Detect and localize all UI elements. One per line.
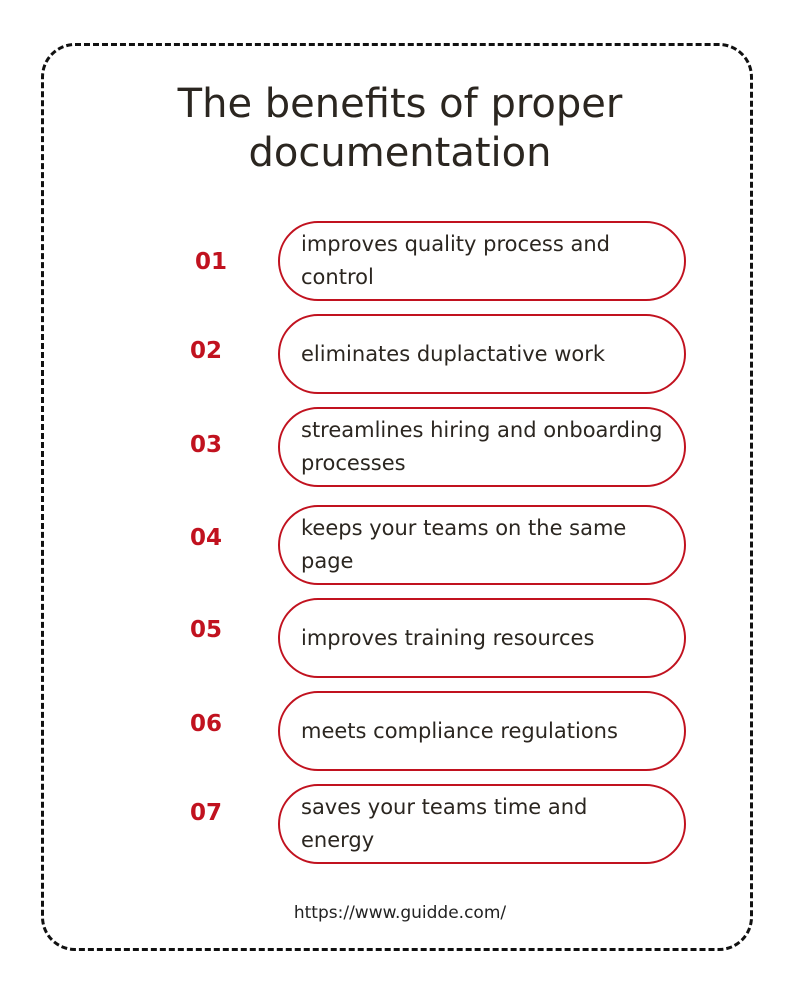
benefit-item-1 xyxy=(0,221,800,301)
benefit-number: 04 xyxy=(189,525,222,551)
benefit-number: 07 xyxy=(189,800,222,826)
benefit-number: 01 xyxy=(194,249,227,275)
title-line-1: The benefits of proper xyxy=(177,81,623,127)
benefit-item-7 xyxy=(0,784,800,864)
benefit-pill xyxy=(278,314,686,394)
benefit-item-4 xyxy=(0,505,800,585)
benefit-number: 05 xyxy=(189,617,222,643)
benefit-pill xyxy=(278,784,686,864)
benefit-text: meets compliance regulations xyxy=(301,718,618,743)
benefit-text: eliminates duplactative work xyxy=(301,341,606,366)
benefit-item-2 xyxy=(0,314,800,394)
benefit-text: improves quality process and control xyxy=(301,232,611,289)
benefit-item-3 xyxy=(0,407,800,487)
page-title xyxy=(0,80,800,178)
benefit-item-6 xyxy=(0,691,800,771)
benefit-pill xyxy=(278,407,686,487)
benefit-text: keeps your teams on the same page xyxy=(301,516,627,573)
title-line-2: documentation xyxy=(248,130,552,176)
benefit-pill xyxy=(278,505,686,585)
benefit-pill xyxy=(278,221,686,301)
benefit-text: streamlines hiring and onboarding processes xyxy=(301,418,663,475)
benefit-text: saves your teams time and energy xyxy=(301,795,588,852)
benefit-pill xyxy=(278,691,686,771)
benefit-number: 03 xyxy=(189,432,222,458)
benefit-number: 06 xyxy=(189,711,222,737)
benefit-pill xyxy=(278,598,686,678)
benefit-item-5 xyxy=(0,598,800,678)
source-url[interactable]: https://www.guidde.com/ xyxy=(293,903,507,923)
benefit-text: improves training resources xyxy=(301,625,595,650)
benefit-number: 02 xyxy=(189,338,222,364)
